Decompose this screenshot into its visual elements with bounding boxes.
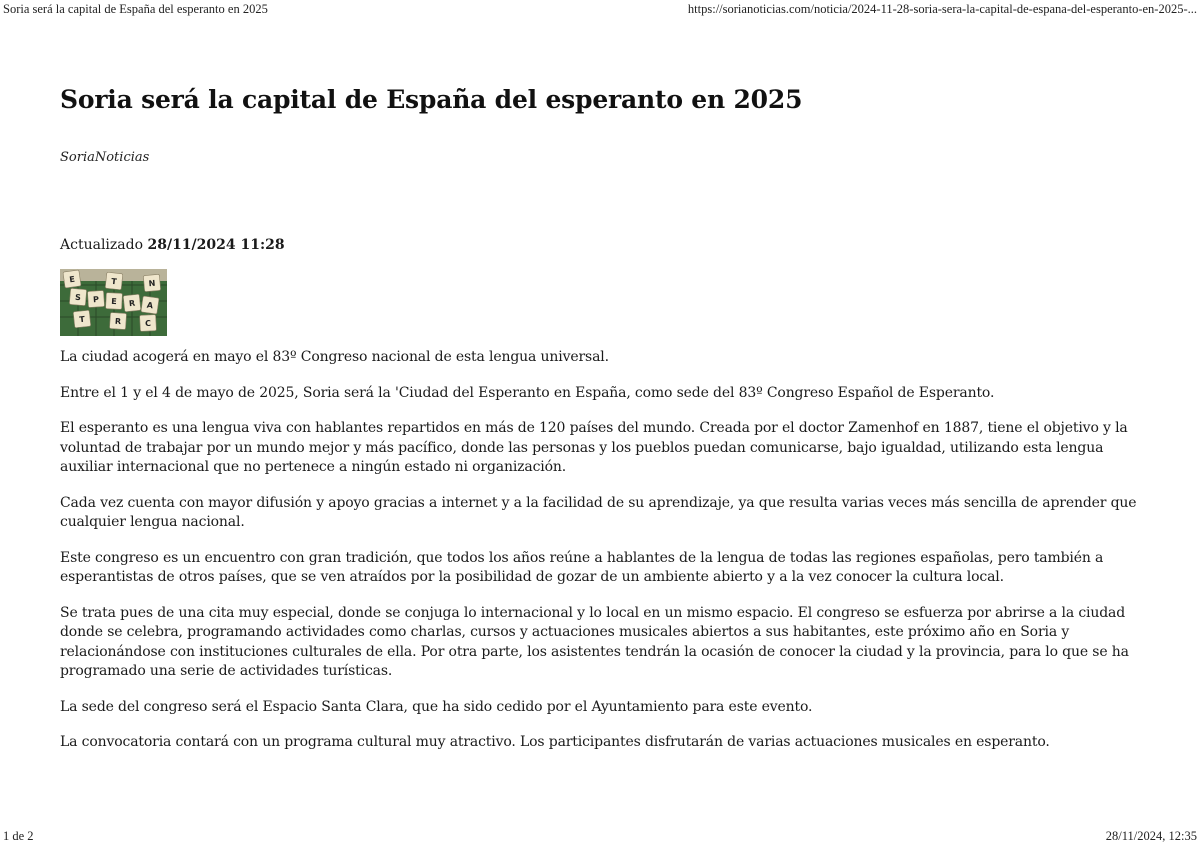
svg-text:R: R — [114, 316, 122, 327]
scrabble-tiles-image — [60, 269, 167, 336]
print-footer — [3, 829, 1197, 845]
article-paragraph: La convocatoria contará con un programa cultural muy atractivo. Los participantes disfrutarán de varias actuaciones musicales en esperanto. — [60, 734, 1050, 750]
svg-text:R: R — [128, 298, 136, 309]
updated-label: Actualizado — [60, 237, 144, 253]
scrabble-tile — [87, 290, 104, 307]
scrabble-tile — [106, 293, 123, 310]
article — [60, 80, 1140, 769]
article-paragraph: La ciudad acogerá en mayo el 83º Congreso nacional de esta lengua universal. — [60, 349, 609, 365]
print-header — [3, 2, 1197, 18]
updated-date: 28/11/2024 11:28 — [147, 237, 285, 253]
scrabble-tile — [109, 312, 126, 329]
article-author: SoriaNoticias — [60, 150, 150, 165]
svg-text:T: T — [110, 276, 118, 287]
article-paragraph: La sede del congreso será el Espacio Santa Clara, que ha sido cedido por el Ayuntamiento para este evento. — [60, 698, 813, 715]
article-paragraph: Entre el 1 y el 4 de mayo de 2025, Soria será la 'Ciudad del Esperanto en España, como sede del 83º Congreso Español de Esperanto. — [60, 384, 995, 401]
scrabble-tile — [73, 310, 91, 328]
svg-text:C: C — [144, 318, 152, 329]
print-datetime: 28/11/2024, 12:35 — [1105, 829, 1197, 843]
scrabble-tile — [140, 315, 157, 332]
scrabble-tile — [63, 270, 81, 288]
scrabble-tile — [123, 294, 141, 312]
article-updated — [60, 235, 1140, 255]
svg-text:P: P — [92, 294, 100, 305]
scrabble-tile — [141, 296, 159, 314]
scrabble-tile — [105, 272, 123, 290]
svg-text:A: A — [146, 300, 154, 311]
svg-text:T: T — [78, 314, 86, 325]
print-url[interactable]: https://sorianoticias.com/noticia/2024-11-28-soria-sera-la-capital-de-espana-del-esperanto-en-2025-... — [687, 2, 1197, 16]
scrabble-tile — [143, 274, 160, 291]
article-body — [60, 348, 1140, 753]
article-paragraph: Se trata pues de una cita muy especial, donde se conjuga lo internacional y lo local en un mismo espacio. El congreso se esfuerza por abrirse a la ciudad donde se celebra, programando actividades como charlas, cursos y actuaciones musicales abiertos a sus habitantes, este próximo año en Soria y relacionándose con instituciones culturales de ella. Por otra parte, los asistentes tendrán la ocasión de conocer la ciudad y la provincia, para lo que se ha programado una serie de actividades turísticas. — [60, 604, 1129, 679]
article-image — [60, 269, 167, 336]
page-number: 1 de 2 — [3, 829, 34, 843]
article-paragraph: El esperanto es una lengua viva con hablantes repartidos en más de 120 países del mundo. Creada por el doctor Zamenhof en 1887, tiene el objetivo y la voluntad de trabajar por un mundo mejor y más pacífico, donde las personas y los pueblos puedan comunicarse, bajo igualdad, utilizando esta lengua auxiliar internacional que no pertenece a ningún estado ni organización. — [60, 420, 1128, 475]
article-paragraph: Cada vez cuenta con mayor difusión y apoyo gracias a internet y a la facilidad de su aprendizaje, ya que resulta varias veces más sencilla de aprender que cualquier lengua nacional. — [60, 494, 1137, 530]
article-title: Soria será la capital de España del esperanto en 2025 — [60, 85, 803, 114]
scrabble-tile — [69, 288, 86, 305]
svg-text:N: N — [148, 278, 156, 289]
svg-text:S: S — [74, 292, 82, 303]
print-page-title: Soria será la capital de España del esperanto en 2025 — [3, 2, 268, 16]
svg-text:E: E — [111, 296, 117, 307]
svg-text:E: E — [68, 274, 76, 285]
article-paragraph: Este congreso es un encuentro con gran tradición, que todos los años reúne a hablantes de la lengua de todas las regiones españolas, pero también a esperantistas de otros países, que se ven atraídos por la posibilidad de gozar de un ambiente abierto y a la vez conocer la cultura local. — [60, 549, 1104, 585]
